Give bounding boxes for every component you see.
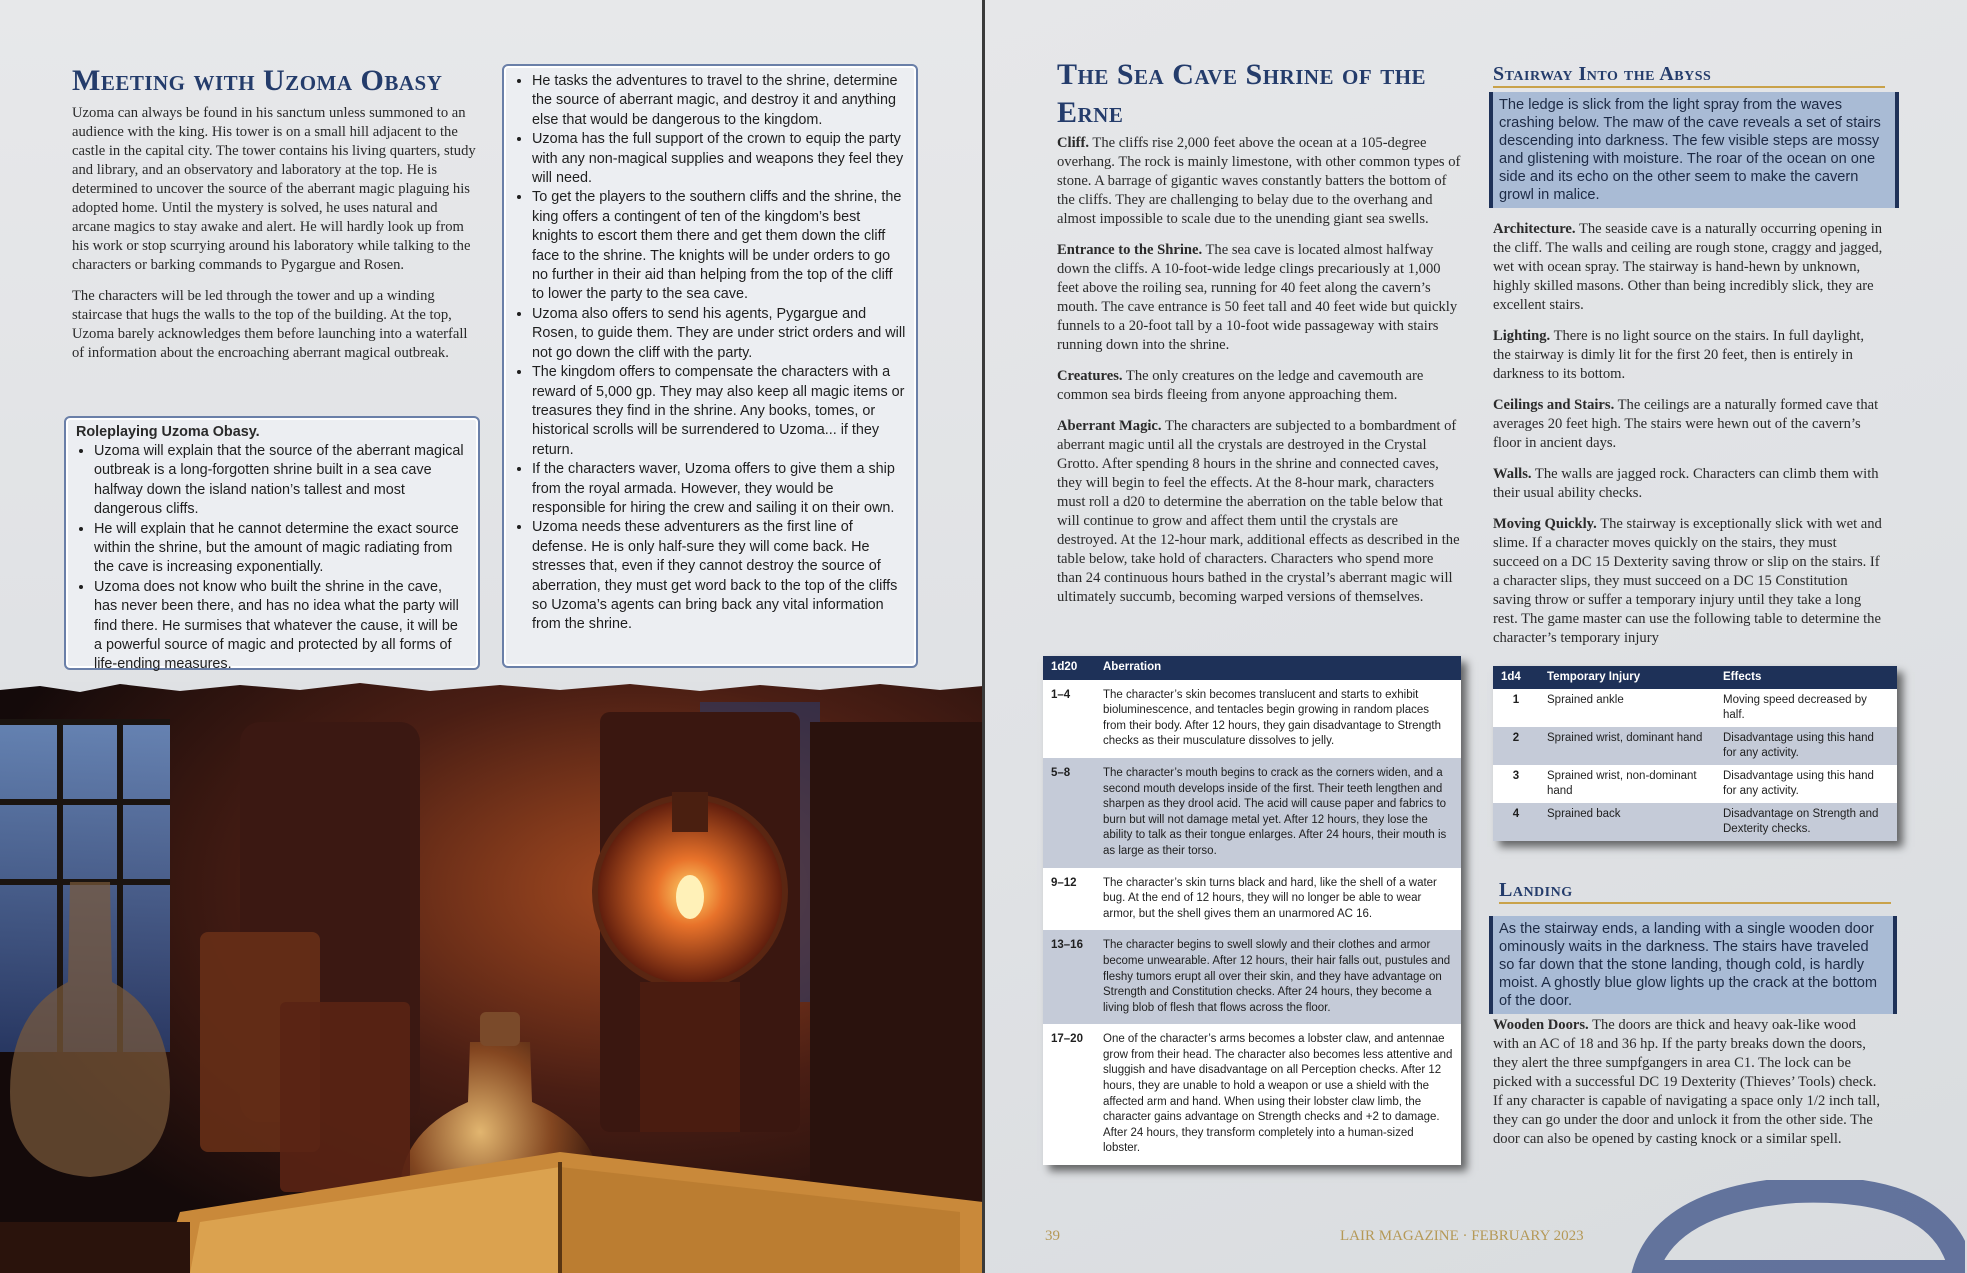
section-text: The only creatures on the ledge and cavemouth are common sea birds fleeing from anyone approaching them. [1057, 368, 1424, 403]
roleplay-box [64, 416, 480, 673]
table-header: 1d4 [1493, 666, 1539, 689]
table-cell: Disadvantage using this hand for any activity. [1715, 727, 1897, 765]
intro-paragraph-1: Uzoma can always be found in his sanctum unless summoned to an audience with the king. His tower is on a small hill adjacent to the castle in the capital city. The tower contains his living quarters, study and library, and an observatory and laboratory at the top. He is determined to uncover the source of the aberrant magic plaguing his adopted home. Until the mystery is solved, he uses natural and arcane magics to stay awake and alert. He will hardly look up from his work or stop scurrying around his laboratory while talking to the characters or barking commands to Pygargue and Rosen. [72, 105, 476, 273]
section-text: The walls are jagged rock. Characters can climb them with their usual ability checks. [1493, 466, 1879, 501]
section-text: The characters are subjected to a bombardment of aberrant magic until all the crystals are destroyed in the Crystal Grotto. After spending 8 hours in the shrine and connected caves, they will begin to feel the effects. At the 8-hour mark, characters must roll a d20 to determine the aberration on the table below that will continue to grow and affect them until the crystals are destroyed. At the 12-hour mark, additional effects as described in the table below, take hold of characters. Characters who spend more than 24 continuous hours bathed in the crystal’s aberrant magic will ultimately succumb, becoming warped versions of themselves. [1057, 418, 1460, 605]
table-row [1043, 868, 1461, 931]
creatures-paragraph [1057, 367, 1461, 405]
table-cell: 1 [1493, 689, 1539, 727]
table-cell: Disadvantage on Strength and Dexterity checks. [1715, 803, 1897, 841]
ceilings-paragraph [1493, 396, 1885, 453]
page-number: 39 [1045, 1228, 1060, 1244]
lighting-paragraph [1493, 327, 1885, 384]
landing-section [1499, 878, 1891, 910]
instructions-box [502, 64, 918, 668]
left-page [0, 0, 983, 1273]
section-text: The stairway is exceptionally slick with wet and slime. If a character moves quickly on the stairs, they must succeed on a DC 15 Dexterity saving throw or slip on the stairs. If a character slips, they must succeed on a DC 15 Constitution saving throw or suffer a temporary injury until they take a long rest. The game master can use the following table to determine the character’s temporary injury [1493, 516, 1882, 646]
list-item: • The kingdom offers to compensate the characters with a reward of 5,000 gp. They may also keep all magic items or treasures they find in the shrine. Any books, tomes, or historical scrolls will be surrendered to Uzoma... if they return. [532, 363, 906, 460]
landing-readaloud: As the stairway ends, a landing with a single wooden door ominously waits in the darkness. The stairs have traveled so far down that the stone landing, though cold, is hardly moist. A ghostly blue glow lights up the crack at the bottom of the door. [1489, 916, 1897, 1014]
table-cell: 4 [1493, 803, 1539, 841]
table-cell: Sprained ankle [1539, 689, 1715, 727]
table-cell: 13–16 [1043, 930, 1095, 1024]
table-cell: 17–20 [1043, 1024, 1095, 1165]
table-cell: The character begins to swell slowly and their clothes and armor become unwearable. After 12 hours, their hair falls out, pustules and fleshy tumors erupt all over their skin, and they have advantage on Strength and Constitution checks. After 24 hours, they become a living blob of flesh that flows across the floor. [1095, 930, 1461, 1024]
table-row [1043, 1024, 1461, 1165]
list-item: • Uzoma also offers to send his agents, Pygargue and Rosen, to guide them. They are under strict orders and will not go down the cliff with the party. [532, 305, 906, 363]
shrine-text [1057, 134, 1461, 619]
stairway-readaloud: The ledge is slick from the light spray from the waves crashing below. The maw of the cave reveals a set of stairs descending into darkness. The few visible steps are mossy and glistening with moisture. The roar of the ocean on one side and its echo on the other seem to make the cavern growl in malice. [1489, 92, 1899, 208]
heading-rule [1499, 902, 1891, 904]
stairway-heading: Stairway Into the Abyss [1493, 63, 1712, 85]
instructions-list [514, 72, 906, 635]
intro-text [72, 104, 476, 375]
table-cell: Disadvantage using this hand for any activity. [1715, 765, 1897, 803]
section-label: Aberrant Magic. [1057, 418, 1162, 434]
intro-paragraph-2: The characters will be led through the tower and up a winding staircase that hugs the walls to the top of the building. At the top, Uzoma barely acknowledges them before launching into a waterfall of information about the encroaching aberrant magical outbreak. [72, 288, 468, 361]
section-label: Architecture. [1493, 221, 1576, 237]
list-item: • Uzoma has the full support of the crown to equip the party with any non-magical supplies and weapons they feel they will need. [532, 130, 906, 188]
injury-table [1493, 666, 1897, 841]
list-item: • Uzoma needs these adventurers as the first line of defense. He is only half-sure they will come back. He stresses that, even if they cannot destroy the source of aberration, they must get word back to the top of the cliffs so Uzoma’s agents can bring back any vital information from the shrine. [532, 518, 906, 634]
architecture-paragraph [1493, 220, 1885, 315]
section-text: The cliffs rise 2,000 feet above the ocean at a 105-degree overhang. The rock is mainly limestone, with other common types of stone. A barrage of gigantic waves constantly batters the bottom of the cliffs. They are challenging to belay due to the overhang and almost impossible to scale due to the unending giant sea swells. [1057, 135, 1461, 227]
heading-rule [1493, 86, 1885, 88]
table-row [1493, 689, 1897, 727]
left-page-title: Meeting with Uzoma Obasy [72, 64, 443, 97]
list-item: • Uzoma will explain that the source of the aberrant magical outbreak is a long-forgotten shrine built in a sea cave halfway down the island nation’s tallest and most dangerous cliffs. [94, 442, 468, 520]
list-item: • Uzoma does not know who built the shrine in the cave, has never been there, and has no idea what the party will find there. He surmises that whatever the cause, it will be a powerful source of magic and protected by all forms of life-ending measures. [94, 578, 468, 675]
list-item: • To get the players to the southern cliffs and the shrine, the king offers a contingent of ten of the kingdom’s best knights to escort them there and get them down the cliff face to the shrine. The knights will be under orders to go no further in their aid than helping from the top of the cliff to lower the party to the sea cave. [532, 188, 906, 304]
table-row [1043, 680, 1461, 758]
section-label: Creatures. [1057, 368, 1123, 384]
landing-heading: Landing [1499, 879, 1573, 901]
table-cell: Sprained back [1539, 803, 1715, 841]
table-cell: Sprained wrist, non-dominant hand [1539, 765, 1715, 803]
section-label: Walls. [1493, 466, 1532, 482]
table-cell: One of the character’s arms becomes a lobster claw, and antennae grow from their head. The character also becomes less attentive and sluggish and have disadvantage on all Perception checks. After 12 hours, they are unable to hold a weapon or use a shield with the affected arm and hand. When using their lobster claw limb, the character gains advantage on Strength checks and +2 to damage. After 24 hours, they transform completely into a human-sized lobster. [1095, 1024, 1461, 1165]
section-label: Moving Quickly. [1493, 516, 1597, 532]
table-header: Effects [1715, 666, 1897, 689]
entrance-paragraph [1057, 241, 1461, 355]
table-cell: The character’s skin becomes translucent and starts to exhibit bioluminescence, and tentacles begin growing in random places from their body. After 12 hours, they gain disadvantage to Strength checks as their musculature dissolves to jelly. [1095, 680, 1461, 758]
list-item: • If the characters waver, Uzoma offers to give them a ship from the royal armada. However, they would be responsible for hiring the crew and sailing it on their own. [532, 460, 906, 518]
table-header: Temporary Injury [1539, 666, 1715, 689]
table-cell: 3 [1493, 765, 1539, 803]
section-text: The sea cave is located almost halfway down the cliffs. A 10-foot-wide ledge clings precariously at 1,000 feet above the roiling sea, running for 40 feet along the cavern’s mouth. The cave entrance is 50 feet tall and 40 feet wide but quickly funnels to a 20-foot tall by a 10-foot wide passageway with stairs running down into the shrine. [1057, 242, 1458, 353]
table-cell: The character’s mouth begins to crack as the corners widen, and a second mouth develops inside of the first. Their teeth lengthen and sharpen as they drool acid. The acid will cause paper and fabrics to burn but will not damage metal yet. After 12 hours, they lose the ability to talk as their tongue enlarges. After 24 hours, their mouth is as large as their torso. [1095, 758, 1461, 868]
section-label: Lighting. [1493, 328, 1551, 344]
table-row [1043, 930, 1461, 1024]
magazine-footer: LAIR MAGAZINE · FEBRUARY 2023 [1340, 1228, 1584, 1244]
alchemy-lab-illustration [0, 682, 983, 1273]
table-cell: 5–8 [1043, 758, 1095, 868]
roleplay-list [76, 442, 468, 675]
roleplay-box-heading: Roleplaying Uzoma Obasy. [76, 424, 260, 440]
table-cell: Sprained wrist, dominant hand [1539, 727, 1715, 765]
aberration-table [1043, 656, 1461, 1165]
table-cell: 2 [1493, 727, 1539, 765]
table-cell: 9–12 [1043, 868, 1095, 931]
wooden-doors-paragraph [1493, 1016, 1885, 1149]
section-label: Wooden Doors. [1493, 1017, 1589, 1033]
section-label: Ceilings and Stairs. [1493, 397, 1615, 413]
cliff-paragraph [1057, 134, 1461, 229]
section-label: Entrance to the Shrine. [1057, 242, 1203, 258]
table-header: Aberration [1095, 656, 1461, 680]
right-page [985, 0, 1967, 1273]
section-label: Cliff. [1057, 135, 1090, 151]
table-row [1493, 803, 1897, 841]
table-cell: Moving speed decreased by half. [1715, 689, 1897, 727]
table-cell: The character’s skin turns black and hard, like the shell of a water bug. At the end of 12 hours, they will no longer be able to wear armor, but the shell gives them an unarmored AC 16. [1095, 868, 1461, 931]
list-item: • He tasks the adventures to travel to the shrine, determine the source of aberrant magic, and destroy it and anything else that would be dangerous to the kingdom. [532, 72, 906, 130]
list-item: • He will explain that he cannot determine the exact source within the shrine, but the amount of magic radiating from the cave is increasing exponentially. [94, 520, 468, 578]
section-text: The ceilings are a naturally formed cave that averages 20 feet high. The stairs were hewn out of the cavern’s floor in ancient days. [1493, 397, 1879, 451]
landing-text [1493, 1016, 1885, 1161]
table-row [1043, 758, 1461, 868]
table-header: 1d20 [1043, 656, 1095, 680]
stairway-section [1493, 62, 1885, 660]
ink-ring-decoration [1625, 1180, 1965, 1273]
table-row [1493, 727, 1897, 765]
right-page-title: The Sea Cave Shrine of the Erne [1057, 58, 1427, 129]
aberrant-magic-paragraph [1057, 417, 1461, 607]
section-text: The doors are thick and heavy oak-like wood with an AC of 18 and 36 hp. If the party breaks down the doors, they alert the three sumpfgangers in area C1. The lock can be picked with a successful DC 19 Dexterity (Thieves’ Tools) check. If any character is capable of navigating a space only 1/2 inch tall, they can go under the door and unlock it from the other side. The door can also be opened by casting knock or a similar spell. [1493, 1017, 1880, 1147]
walls-paragraph [1493, 465, 1885, 503]
section-text: There is no light source on the stairs. In full daylight, the stairway is dimly lit for the first 20 feet, then is entirely in darkness to its bottom. [1493, 328, 1865, 382]
table-cell: 1–4 [1043, 680, 1095, 758]
table-row [1493, 765, 1897, 803]
moving-quickly-paragraph [1493, 515, 1885, 648]
section-text: The seaside cave is a naturally occurring opening in the cliff. The walls and ceiling are rough stone, craggy and jagged, wet with ocean spray. The stairway is hand-hewn by unknown, highly skilled masons. Other than being incredibly slick, they are excellent stairs. [1493, 221, 1883, 313]
